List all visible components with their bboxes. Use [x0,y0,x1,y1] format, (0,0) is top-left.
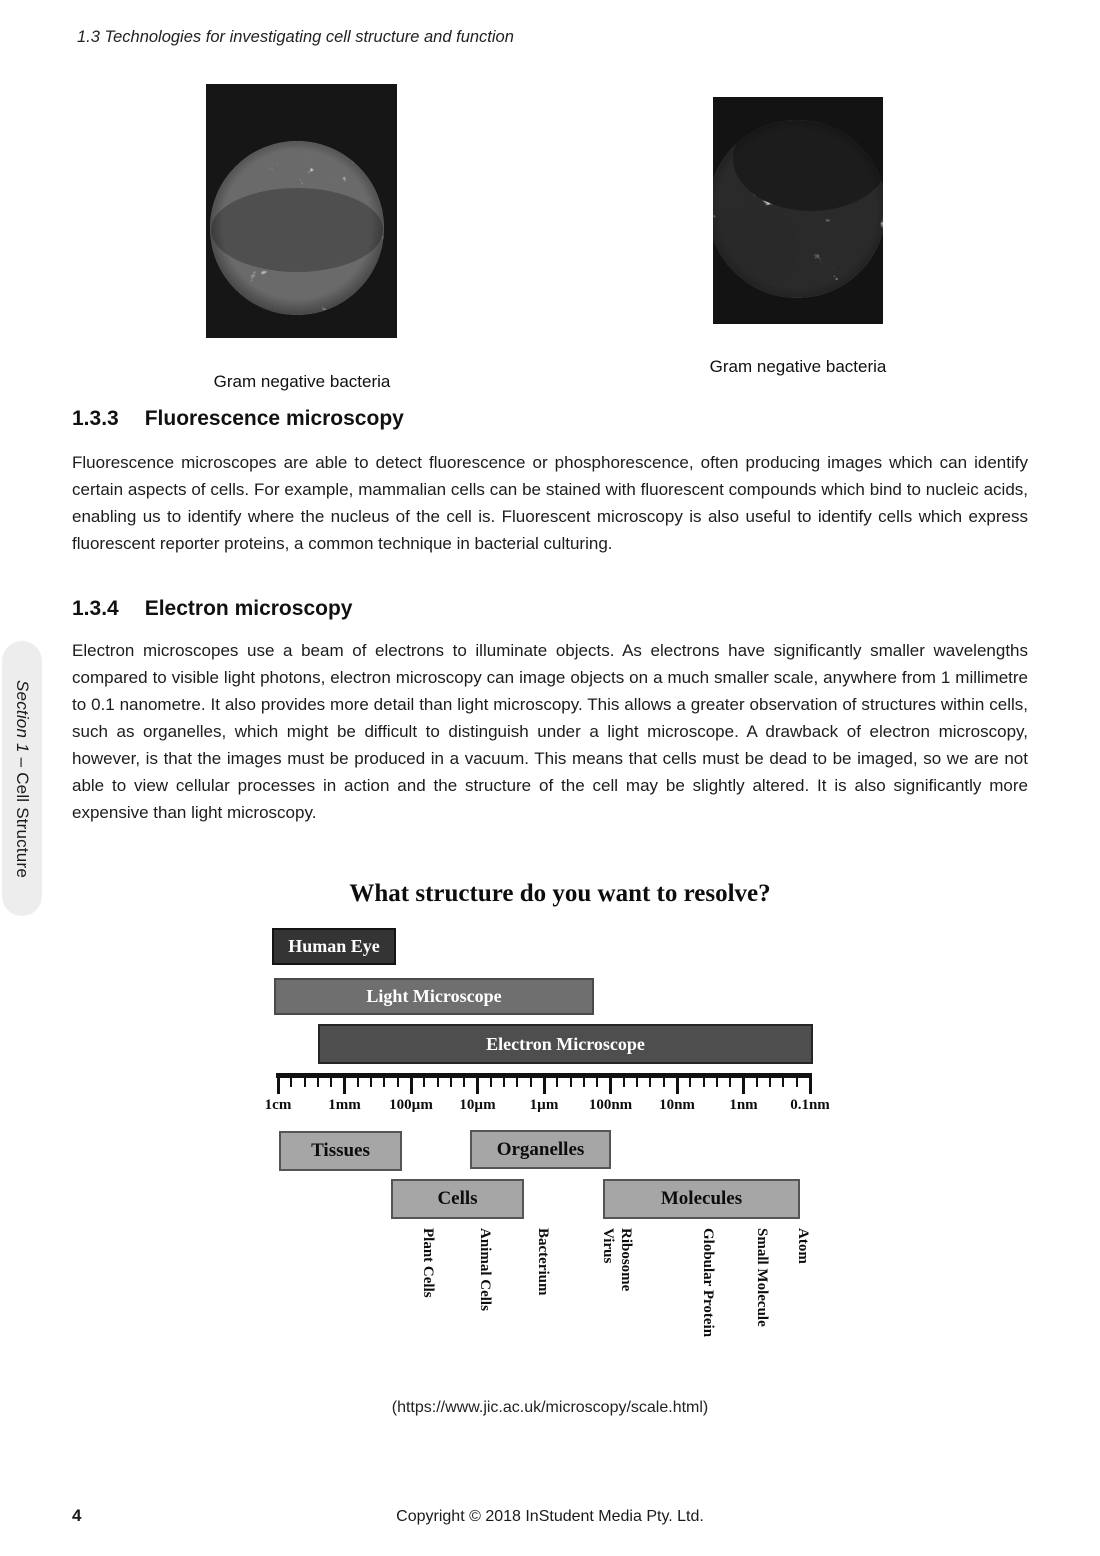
example-label: Globular Protein [700,1228,716,1338]
section-heading-fluorescence [72,407,1028,431]
ruler-minor-tick [516,1077,518,1087]
running-header: 1.3 Technologies for investigating cell structure and function [77,28,514,46]
scale-label: 10µm [459,1097,496,1113]
ruler-minor-tick [583,1077,585,1087]
paragraph-electron: Electron microscopes use a beam of electrons to illuminate objects. As electrons have significantly smaller wavelengths compared to visible light photons, electron microscopy can image objects on a much smaller scale, anywhere from 1 millimetre to 0.1 nanometre. It also provides more detail than light microscopy. This allows a greater observation of structures within cells, such as organelles, which might be difficult to distinguish under a light microscope. A drawback of electron microscopy, however, is that the images must be produced in a vacuum. This means that cells must be dead to be imaged, so we are not able to view cellular processes in action and the structure of the cell may be slightly altered. It is also significantly more expensive than light microscopy. [72,641,1028,822]
ruler-minor-tick [437,1077,439,1087]
copyright-line: Copyright © 2018 InStudent Media Pty. Ltd. [396,1508,704,1525]
section-side-tab-label: Section 1 – Cell Structure [13,679,32,878]
ruler-major-tick [277,1077,280,1094]
ruler-minor-tick [636,1077,638,1087]
example-label: Animal Cells [477,1228,493,1311]
micrograph-gram-negative-2 [713,97,883,324]
ruler-minor-tick [663,1077,665,1087]
ruler-minor-tick [383,1077,385,1087]
ruler-minor-tick [357,1077,359,1087]
instrument-bar: Electron Microscope [318,1024,813,1064]
example-label: Small Molecule [754,1228,770,1327]
ruler-minor-tick [463,1077,465,1087]
structure-box: Molecules [603,1179,800,1219]
section-title: Fluorescence microscopy [144,407,404,430]
section-side-tab [2,641,42,916]
ruler-minor-tick [623,1077,625,1087]
ruler-minor-tick [450,1077,452,1087]
example-label: Atom [795,1228,811,1264]
section-title: Electron microscopy [144,597,353,620]
ruler-minor-tick [530,1077,532,1087]
ruler-minor-tick [397,1077,399,1087]
ruler-major-tick [609,1077,612,1094]
micrograph-2-image [713,97,883,324]
example-label: Bacterium [535,1228,551,1296]
ruler-minor-tick [330,1077,332,1087]
ruler-minor-tick [769,1077,771,1087]
instrument-bar: Human Eye [272,928,396,965]
ruler-minor-tick [304,1077,306,1087]
section-number: 1.3.4 [72,597,119,620]
scale-label: 1nm [729,1097,758,1113]
ruler-minor-tick [423,1077,425,1087]
example-label: Plant Cells [420,1228,436,1298]
ruler-minor-tick [703,1077,705,1087]
ruler-minor-tick [503,1077,505,1087]
ruler-minor-tick [796,1077,798,1087]
structure-box: Cells [391,1179,524,1219]
scale-label: 10nm [659,1097,695,1113]
ruler-major-tick [676,1077,679,1094]
diagram-title: What structure do you want to resolve? [349,880,771,907]
figure-caption: Gram negative bacteria [213,372,391,391]
section-number: 1.3.3 [72,407,119,430]
ruler-minor-tick [756,1077,758,1087]
structure-box: Organelles [470,1130,611,1169]
micrograph-1-image [206,84,397,338]
diagram-source-url: (https://www.jic.ac.uk/microscopy/scale.html) [391,1399,709,1416]
scale-label: 1mm [328,1097,361,1113]
figure-caption: Gram negative bacteria [709,357,887,376]
scale-label: 1µm [529,1097,559,1113]
scale-label: 100µm [389,1097,433,1113]
ruler-minor-tick [596,1077,598,1087]
ruler-major-tick [809,1077,812,1094]
ruler-major-tick [476,1077,479,1094]
ruler-minor-tick [649,1077,651,1087]
ruler-minor-tick [570,1077,572,1087]
ruler-minor-tick [729,1077,731,1087]
ruler-major-tick [742,1077,745,1094]
ruler-minor-tick [689,1077,691,1087]
micrograph-gram-negative-1 [206,84,397,338]
ruler-minor-tick [716,1077,718,1087]
instrument-bar: Light Microscope [274,978,594,1015]
example-label: Ribosome [618,1228,634,1292]
ruler-minor-tick [370,1077,372,1087]
scale-label: 100nm [588,1097,633,1113]
ruler-major-tick [410,1077,413,1094]
scale-label: 1cm [264,1097,292,1113]
ruler-minor-tick [782,1077,784,1087]
structure-box: Tissues [279,1131,402,1171]
ruler-minor-tick [290,1077,292,1087]
paragraph-fluorescence: Fluorescence microscopes are able to detect fluorescence or phosphorescence, often producing images which can identify certain aspects of cells. For example, mammalian cells can be stained with fluorescent compounds which bind to nucleic acids, enabling us to identify where the nucleus of the cell is. Fluorescent microscopy is also useful to identify cells which express fluorescent reporter proteins, a common technique in bacterial culturing. [72,453,1028,553]
ruler-major-tick [343,1077,346,1094]
ruler-minor-tick [490,1077,492,1087]
ruler-major-tick [543,1077,546,1094]
ruler-minor-tick [556,1077,558,1087]
ruler-minor-tick [317,1077,319,1087]
scale-label: 0.1nm [790,1097,830,1113]
section-heading-electron [72,597,1028,621]
example-label: Virus [600,1228,616,1264]
page-number: 4 [72,1506,82,1525]
